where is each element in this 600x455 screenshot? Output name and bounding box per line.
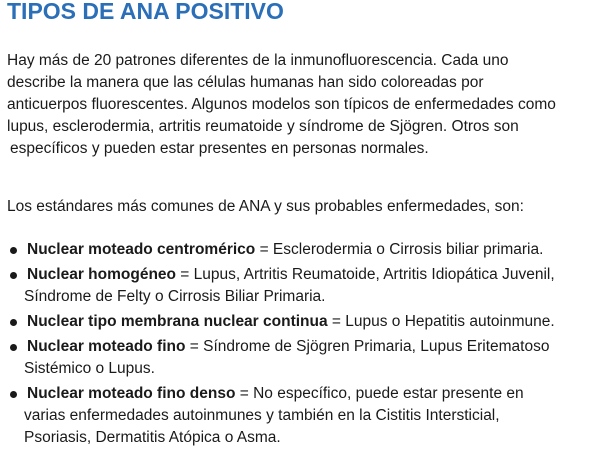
list-item <box>7 311 597 333</box>
list-item <box>7 239 597 261</box>
intro-paragraph <box>7 50 582 160</box>
list-item-first-line <box>27 239 597 261</box>
list-item <box>7 383 597 449</box>
lead-in-paragraph: Los estándares más comunes de ANA y sus probables enfermedades, son: <box>7 198 524 215</box>
bullet-dot <box>10 247 17 254</box>
bullet-dot <box>10 319 17 326</box>
pattern-term: Nuclear moteado fino <box>27 338 186 355</box>
ana-pattern-list <box>7 239 597 452</box>
list-item-first-line <box>27 336 597 358</box>
list-item-first-line <box>27 311 597 333</box>
bullet-dot <box>10 344 17 351</box>
intro-line: lupus, esclerodermia, artritis reumatoide y síndrome de Sjögren. Otros son <box>7 118 519 135</box>
pattern-description-continued: varias enfermedades autoinmunes y también en la Cistitis Intersticial, <box>24 407 500 424</box>
list-item <box>7 264 597 308</box>
pattern-term: Nuclear moteado fino denso <box>27 385 236 402</box>
pattern-term: Nuclear homogéneo <box>27 266 176 283</box>
pattern-description: = Lupus, Artritis Reumatoide, Artritis Idiopática Juvenil, <box>176 266 555 283</box>
intro-line: específicos y pueden estar presentes en personas normales. <box>10 140 429 157</box>
pattern-description: = No específico, puede estar presente en <box>235 385 524 402</box>
intro-line: anticuerpos fluorescentes. Algunos modelos son típicos de enfermedades como <box>7 96 556 113</box>
intro-line: describe la manera que las células humanas han sido coloreadas por <box>7 74 484 91</box>
pattern-term: Nuclear moteado centromérico <box>27 241 256 258</box>
pattern-description-continued: Psoriasis, Dermatitis Atópica o Asma. <box>24 429 281 446</box>
pattern-description-continued: Sistémico o Lupus. <box>24 360 155 377</box>
pattern-description: = Esclerodermia o Cirrosis biliar primaria. <box>255 241 544 258</box>
pattern-description: = Lupus o Hepatitis autoinmune. <box>327 313 555 330</box>
pattern-term: Nuclear tipo membrana nuclear continua <box>27 313 328 330</box>
pattern-description: = Síndrome de Sjögren Primaria, Lupus Eritematoso <box>185 338 550 355</box>
article-heading: TIPOS DE ANA POSITIVO <box>7 0 284 24</box>
list-item-first-line <box>27 264 597 286</box>
intro-line: Hay más de 20 patrones diferentes de la inmunofluorescencia. Cada uno <box>7 52 509 69</box>
list-item <box>7 336 597 380</box>
bullet-dot <box>10 391 17 398</box>
list-item-first-line <box>27 383 597 405</box>
pattern-description-continued: Síndrome de Felty o Cirrosis Biliar Primaria. <box>24 288 326 305</box>
bullet-dot <box>10 272 17 279</box>
